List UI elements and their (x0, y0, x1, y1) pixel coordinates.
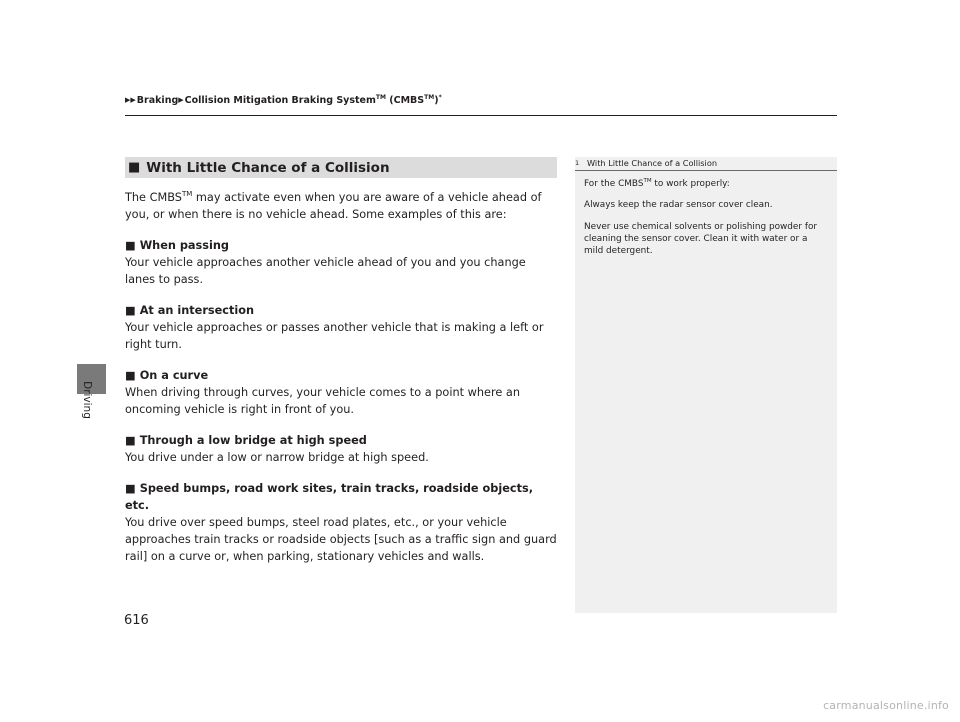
section-header (125, 157, 557, 178)
item-text: You drive under a low or narrow bridge at high speed. (125, 450, 429, 464)
breadcrumb-braking[interactable]: Braking (136, 95, 179, 107)
square-bullet-icon: ■ (125, 433, 136, 447)
list-item (125, 367, 557, 418)
header-rule (125, 115, 837, 116)
item-title: ■ At an intersection (125, 303, 255, 317)
list-item (125, 237, 557, 288)
breadcrumb-cmbs[interactable]: Collision Mitigation Braking System (184, 95, 376, 107)
trademark: TM (181, 190, 193, 198)
breadcrumb-arrow-icon: ▶ (178, 96, 184, 105)
item-text: When driving through curves, your vehicle comes to a point where an oncoming vehicle is right in front of you. (125, 385, 521, 416)
list-item (125, 480, 557, 565)
reference-marker: 1 (575, 159, 580, 167)
item-text: Your vehicle approaches another vehicle ahead of you and you change lanes to pass. (125, 255, 526, 286)
sidebar-title: 1 With Little Chance of a Collision (575, 157, 837, 171)
trademark: TM (643, 178, 652, 184)
square-bullet-icon: ■ (125, 481, 136, 495)
list-item (125, 302, 557, 353)
item-text: Your vehicle approaches or passes another vehicle that is making a left or right turn. (125, 320, 544, 351)
square-bullet-icon: ■ (125, 368, 136, 382)
main-content (125, 157, 557, 579)
item-title: ■ Speed bumps, road work sites, train tracks, roadside objects, etc. (125, 481, 533, 512)
item-title: ■ Through a low bridge at high speed (125, 433, 367, 447)
asterisk: * (438, 94, 442, 101)
page-number: 616 (124, 613, 149, 628)
sidebar-note (575, 157, 837, 613)
item-title: ■ When passing (125, 238, 229, 252)
square-bullet-icon: ■ (125, 303, 136, 317)
square-bullet-icon: ■ (128, 160, 141, 175)
square-bullet-icon: ■ (125, 238, 136, 252)
breadcrumb-text: ) (434, 95, 439, 107)
sidebar-paragraph: Always keep the radar sensor cover clean. (584, 200, 773, 211)
intro-paragraph: The CMBS™ may activate even when you are aware of a vehicle ahead of you, or when there is no vehicle ahead. Some examples of this are: (125, 190, 542, 221)
item-text: You drive over speed bumps, steel road plates, etc., or your vehicle approaches train tracks or roadside objects [such as a traffic sign and guard rail] on a curve or, when parking, stationary vehicles and walls. (125, 515, 557, 563)
trademark: TM (375, 94, 386, 101)
list-item (125, 432, 557, 466)
sidebar-paragraph: Never use chemical solvents or polishing powder for cleaning the sensor cover. Clean it with water or a mild detergent. (584, 221, 818, 257)
item-title: ■ On a curve (125, 368, 209, 382)
sidebar-paragraph: For the CMBS™ to work properly: (584, 178, 730, 189)
trademark: TM (424, 94, 435, 101)
chapter-label: Driving (81, 381, 93, 419)
watermark: carmanualsonline.info (823, 699, 949, 712)
breadcrumb-arrow-icon: ▶▶ (125, 96, 136, 105)
section-title: With Little Chance of a Collision (146, 159, 390, 176)
sidebar-body (575, 171, 837, 257)
breadcrumb (125, 94, 442, 106)
breadcrumb-text: (CMBS (385, 95, 425, 107)
